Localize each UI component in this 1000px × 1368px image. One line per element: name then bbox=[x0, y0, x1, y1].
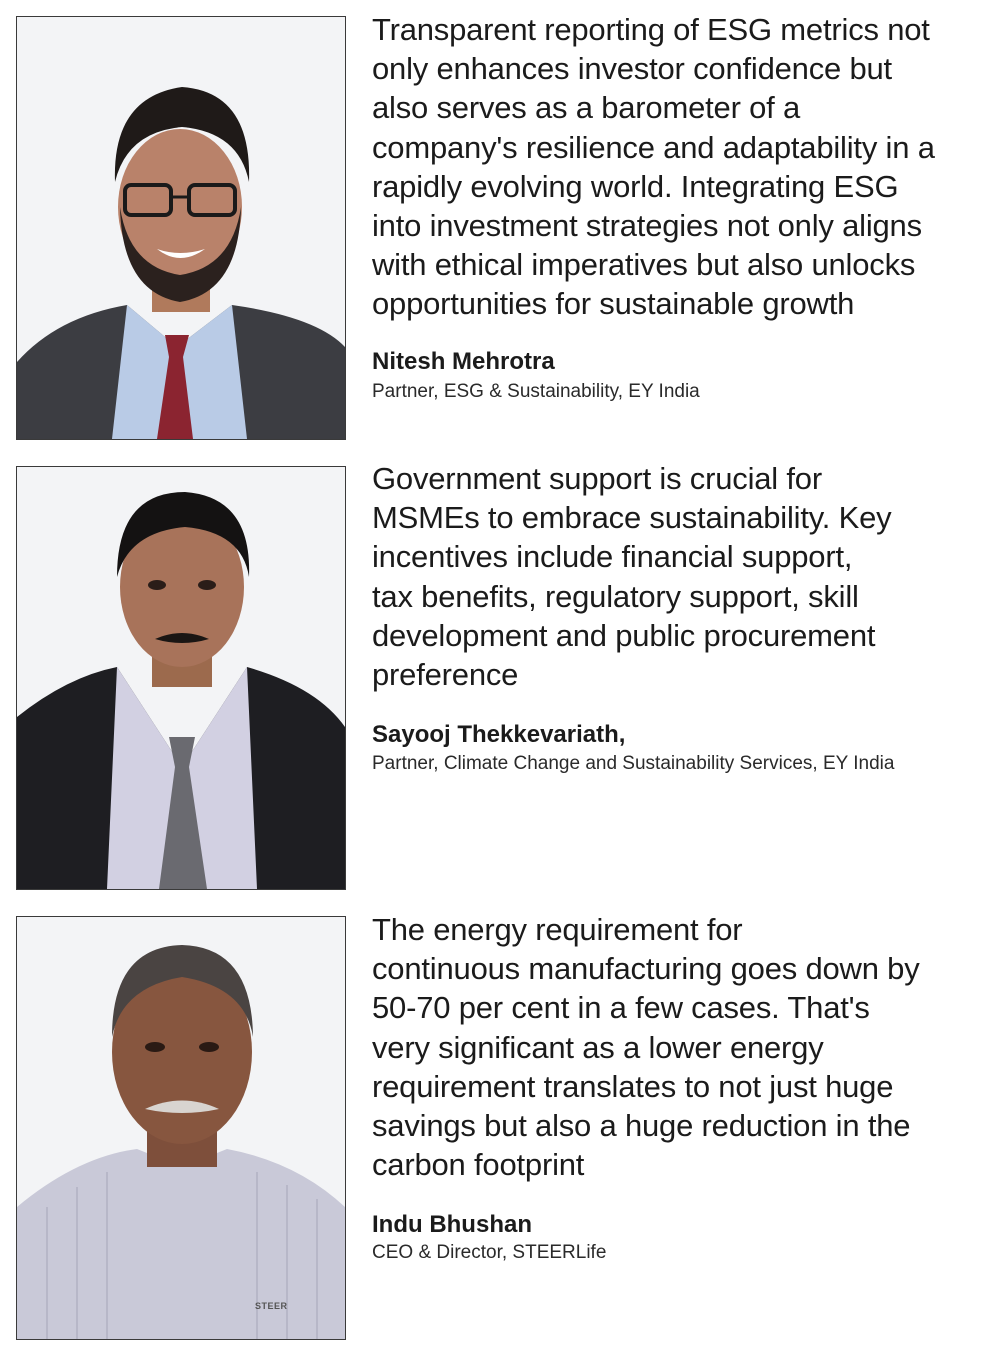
speaker-role-2: Partner, Climate Change and Sustainability Services, EY India bbox=[372, 753, 895, 774]
portrait-illustration-3 bbox=[17, 917, 345, 1339]
speaker-role-3: CEO & Director, STEERLife bbox=[372, 1242, 607, 1263]
speaker-name-1: Nitesh Mehrotra bbox=[372, 348, 555, 375]
quote-text-1: Transparent reporting of ESG metrics not only enhances investor confidence but also serves as a barometer of a company's resilience and adaptability in a rapidly evolving world. Integrating ESG into investment strategies not only aligns with ethical imperatives but also unlocks opportunities for sustainable growth bbox=[372, 12, 935, 322]
quote-text-3: The energy requirement for continuous manufacturing goes down by 50-70 per cent in a few cases. That's very significant as a lower energy requirement translates to not just huge savings but also a huge reduction in the carbon footprint bbox=[372, 912, 920, 1183]
speaker-name-3: Indu Bhushan bbox=[372, 1211, 532, 1238]
shirt-logo-text: STEER bbox=[255, 1301, 288, 1311]
portrait-illustration-2 bbox=[17, 467, 345, 889]
portrait-photo-2 bbox=[16, 466, 346, 890]
quote-text-2: Government support is crucial for MSMEs to embrace sustainability. Key incentives include financial support, tax benefits, regulatory support, skill development and public procurement preference bbox=[372, 461, 892, 693]
speaker-name-2: Sayooj Thekkevariath, bbox=[372, 721, 626, 748]
portrait-photo-1 bbox=[16, 16, 346, 440]
portrait-photo-3 bbox=[16, 916, 346, 1340]
portrait-illustration-1 bbox=[17, 17, 345, 439]
speaker-role-1: Partner, ESG & Sustainability, EY India bbox=[372, 381, 700, 402]
